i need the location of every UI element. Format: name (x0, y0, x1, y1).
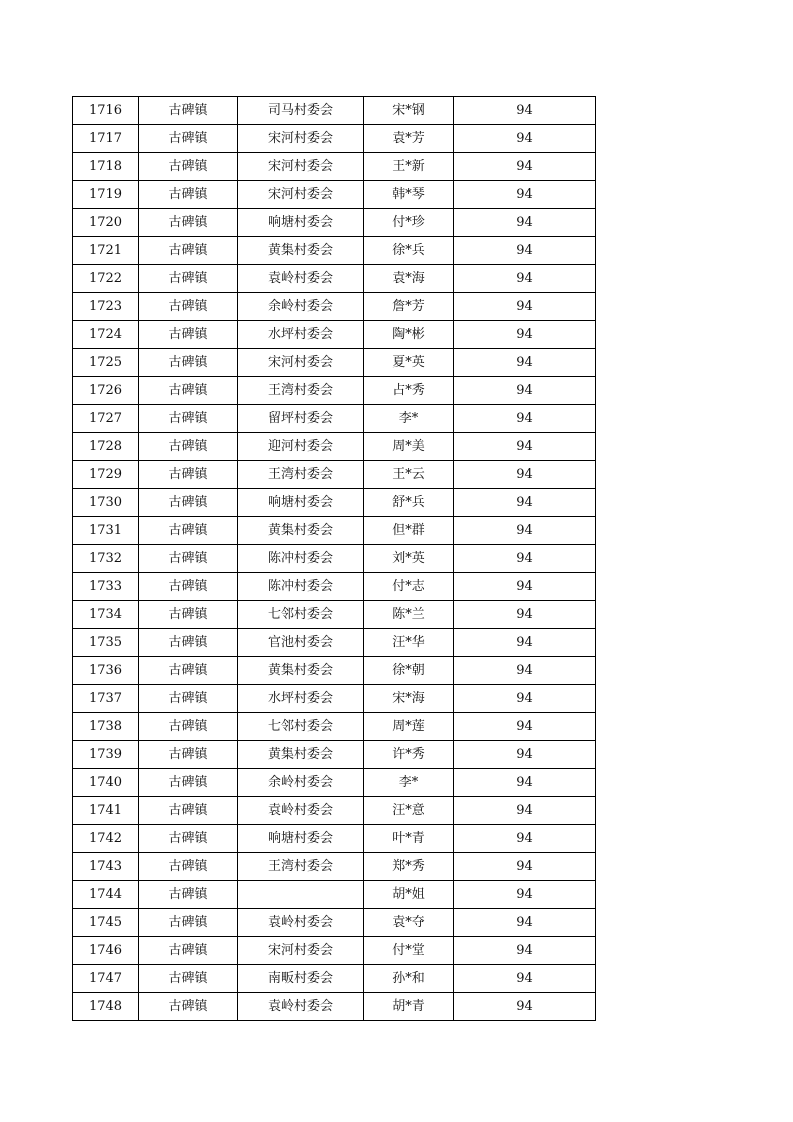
table-row (73, 769, 596, 797)
village-committee-cell: 王湾村委会 (238, 461, 364, 489)
score-cell: 94 (454, 181, 596, 209)
row-number-cell: 1721 (73, 237, 139, 265)
town-cell: 古碑镇 (139, 741, 238, 769)
village-committee-cell: 迎河村委会 (238, 433, 364, 461)
score-cell: 94 (454, 237, 596, 265)
score-cell: 94 (454, 601, 596, 629)
table-row (73, 741, 596, 769)
name-cell: 孙*和 (364, 965, 454, 993)
village-committee-cell: 南畈村委会 (238, 965, 364, 993)
town-cell: 古碑镇 (139, 937, 238, 965)
table-row (73, 993, 596, 1021)
table-row (73, 489, 596, 517)
name-cell: 徐*兵 (364, 237, 454, 265)
table-row (73, 125, 596, 153)
row-number-cell: 1739 (73, 741, 139, 769)
town-cell: 古碑镇 (139, 573, 238, 601)
village-committee-cell: 留坪村委会 (238, 405, 364, 433)
name-cell: 胡*青 (364, 993, 454, 1021)
row-number-cell: 1717 (73, 125, 139, 153)
village-committee-cell: 响塘村委会 (238, 209, 364, 237)
row-number-cell: 1727 (73, 405, 139, 433)
table-row (73, 657, 596, 685)
row-number-cell: 1720 (73, 209, 139, 237)
name-cell: 叶*青 (364, 825, 454, 853)
row-number-cell: 1747 (73, 965, 139, 993)
score-cell: 94 (454, 909, 596, 937)
town-cell: 古碑镇 (139, 265, 238, 293)
village-committee-cell: 官池村委会 (238, 629, 364, 657)
name-cell: 袁*海 (364, 265, 454, 293)
data-table (72, 96, 596, 1021)
name-cell: 郑*秀 (364, 853, 454, 881)
score-cell: 94 (454, 209, 596, 237)
score-cell: 94 (454, 797, 596, 825)
town-cell: 古碑镇 (139, 993, 238, 1021)
village-committee-cell: 响塘村委会 (238, 489, 364, 517)
village-committee-cell: 宋河村委会 (238, 181, 364, 209)
town-cell: 古碑镇 (139, 349, 238, 377)
score-cell: 94 (454, 685, 596, 713)
name-cell: 袁*夺 (364, 909, 454, 937)
table-row (73, 461, 596, 489)
village-committee-cell: 宋河村委会 (238, 153, 364, 181)
name-cell: 詹*芳 (364, 293, 454, 321)
row-number-cell: 1729 (73, 461, 139, 489)
town-cell: 古碑镇 (139, 797, 238, 825)
score-cell: 94 (454, 97, 596, 125)
row-number-cell: 1718 (73, 153, 139, 181)
score-cell: 94 (454, 461, 596, 489)
name-cell: 刘*英 (364, 545, 454, 573)
row-number-cell: 1748 (73, 993, 139, 1021)
village-committee-cell: 水坪村委会 (238, 685, 364, 713)
name-cell: 周*美 (364, 433, 454, 461)
town-cell: 古碑镇 (139, 601, 238, 629)
row-number-cell: 1742 (73, 825, 139, 853)
score-cell: 94 (454, 433, 596, 461)
row-number-cell: 1740 (73, 769, 139, 797)
village-committee-cell: 袁岭村委会 (238, 909, 364, 937)
town-cell: 古碑镇 (139, 769, 238, 797)
village-committee-cell: 宋河村委会 (238, 937, 364, 965)
name-cell: 汪*意 (364, 797, 454, 825)
village-committee-cell: 袁岭村委会 (238, 993, 364, 1021)
name-cell: 韩*琴 (364, 181, 454, 209)
name-cell: 付*珍 (364, 209, 454, 237)
row-number-cell: 1723 (73, 293, 139, 321)
row-number-cell: 1738 (73, 713, 139, 741)
village-committee-cell: 王湾村委会 (238, 377, 364, 405)
village-committee-cell: 黄集村委会 (238, 741, 364, 769)
town-cell: 古碑镇 (139, 685, 238, 713)
row-number-cell: 1734 (73, 601, 139, 629)
row-number-cell: 1724 (73, 321, 139, 349)
table-row (73, 853, 596, 881)
score-cell: 94 (454, 517, 596, 545)
village-committee-cell: 七邻村委会 (238, 601, 364, 629)
table-row (73, 713, 596, 741)
score-cell: 94 (454, 377, 596, 405)
table-row (73, 937, 596, 965)
name-cell: 但*群 (364, 517, 454, 545)
village-committee-cell: 水坪村委会 (238, 321, 364, 349)
score-cell: 94 (454, 965, 596, 993)
score-cell: 94 (454, 349, 596, 377)
town-cell: 古碑镇 (139, 825, 238, 853)
table-row (73, 153, 596, 181)
town-cell: 古碑镇 (139, 377, 238, 405)
village-committee-cell: 袁岭村委会 (238, 265, 364, 293)
village-committee-cell: 陈冲村委会 (238, 573, 364, 601)
name-cell: 占*秀 (364, 377, 454, 405)
village-committee-cell: 黄集村委会 (238, 517, 364, 545)
score-cell: 94 (454, 629, 596, 657)
row-number-cell: 1722 (73, 265, 139, 293)
row-number-cell: 1726 (73, 377, 139, 405)
table-row (73, 545, 596, 573)
town-cell: 古碑镇 (139, 629, 238, 657)
row-number-cell: 1743 (73, 853, 139, 881)
village-committee-cell (238, 881, 364, 909)
row-number-cell: 1735 (73, 629, 139, 657)
table-row (73, 433, 596, 461)
name-cell: 舒*兵 (364, 489, 454, 517)
table-row (73, 909, 596, 937)
town-cell: 古碑镇 (139, 489, 238, 517)
town-cell: 古碑镇 (139, 209, 238, 237)
score-cell: 94 (454, 881, 596, 909)
table-row (73, 825, 596, 853)
town-cell: 古碑镇 (139, 517, 238, 545)
village-committee-cell: 余岭村委会 (238, 769, 364, 797)
table-row (73, 181, 596, 209)
score-cell: 94 (454, 657, 596, 685)
score-cell: 94 (454, 153, 596, 181)
name-cell: 胡*姐 (364, 881, 454, 909)
village-committee-cell: 黄集村委会 (238, 657, 364, 685)
table-row (73, 237, 596, 265)
town-cell: 古碑镇 (139, 125, 238, 153)
row-number-cell: 1741 (73, 797, 139, 825)
town-cell: 古碑镇 (139, 237, 238, 265)
score-cell: 94 (454, 993, 596, 1021)
score-cell: 94 (454, 937, 596, 965)
table-row (73, 321, 596, 349)
score-cell: 94 (454, 293, 596, 321)
score-cell: 94 (454, 545, 596, 573)
town-cell: 古碑镇 (139, 909, 238, 937)
village-committee-cell: 王湾村委会 (238, 853, 364, 881)
row-number-cell: 1745 (73, 909, 139, 937)
row-number-cell: 1737 (73, 685, 139, 713)
row-number-cell: 1746 (73, 937, 139, 965)
town-cell: 古碑镇 (139, 881, 238, 909)
table-row (73, 685, 596, 713)
village-committee-cell: 司马村委会 (238, 97, 364, 125)
score-cell: 94 (454, 741, 596, 769)
village-committee-cell: 宋河村委会 (238, 349, 364, 377)
name-cell: 李* (364, 769, 454, 797)
village-committee-cell: 余岭村委会 (238, 293, 364, 321)
village-committee-cell: 黄集村委会 (238, 237, 364, 265)
row-number-cell: 1733 (73, 573, 139, 601)
score-cell: 94 (454, 489, 596, 517)
town-cell: 古碑镇 (139, 405, 238, 433)
row-number-cell: 1732 (73, 545, 139, 573)
table-row (73, 517, 596, 545)
table-row (73, 573, 596, 601)
row-number-cell: 1719 (73, 181, 139, 209)
village-committee-cell: 陈冲村委会 (238, 545, 364, 573)
name-cell: 王*新 (364, 153, 454, 181)
table-row (73, 349, 596, 377)
town-cell: 古碑镇 (139, 657, 238, 685)
table-row (73, 881, 596, 909)
row-number-cell: 1744 (73, 881, 139, 909)
row-number-cell: 1731 (73, 517, 139, 545)
row-number-cell: 1725 (73, 349, 139, 377)
name-cell: 袁*芳 (364, 125, 454, 153)
town-cell: 古碑镇 (139, 321, 238, 349)
table-row (73, 293, 596, 321)
town-cell: 古碑镇 (139, 97, 238, 125)
score-cell: 94 (454, 573, 596, 601)
town-cell: 古碑镇 (139, 181, 238, 209)
town-cell: 古碑镇 (139, 461, 238, 489)
row-number-cell: 1716 (73, 97, 139, 125)
score-cell: 94 (454, 321, 596, 349)
table-row (73, 209, 596, 237)
name-cell: 王*云 (364, 461, 454, 489)
row-number-cell: 1728 (73, 433, 139, 461)
name-cell: 陈*兰 (364, 601, 454, 629)
name-cell: 许*秀 (364, 741, 454, 769)
table-row (73, 265, 596, 293)
name-cell: 李* (364, 405, 454, 433)
name-cell: 陶*彬 (364, 321, 454, 349)
table-row (73, 629, 596, 657)
score-cell: 94 (454, 265, 596, 293)
table-row (73, 965, 596, 993)
village-committee-cell: 响塘村委会 (238, 825, 364, 853)
village-committee-cell: 宋河村委会 (238, 125, 364, 153)
name-cell: 付*堂 (364, 937, 454, 965)
town-cell: 古碑镇 (139, 153, 238, 181)
name-cell: 汪*华 (364, 629, 454, 657)
name-cell: 付*志 (364, 573, 454, 601)
row-number-cell: 1736 (73, 657, 139, 685)
table-body (73, 97, 596, 1021)
town-cell: 古碑镇 (139, 545, 238, 573)
town-cell: 古碑镇 (139, 853, 238, 881)
score-cell: 94 (454, 125, 596, 153)
score-cell: 94 (454, 713, 596, 741)
town-cell: 古碑镇 (139, 433, 238, 461)
name-cell: 宋*钢 (364, 97, 454, 125)
score-cell: 94 (454, 853, 596, 881)
town-cell: 古碑镇 (139, 713, 238, 741)
row-number-cell: 1730 (73, 489, 139, 517)
name-cell: 周*莲 (364, 713, 454, 741)
table-row (73, 377, 596, 405)
table-row (73, 797, 596, 825)
name-cell: 夏*英 (364, 349, 454, 377)
table-row (73, 97, 596, 125)
name-cell: 徐*朝 (364, 657, 454, 685)
score-cell: 94 (454, 825, 596, 853)
table-row (73, 405, 596, 433)
table-row (73, 601, 596, 629)
score-cell: 94 (454, 405, 596, 433)
score-cell: 94 (454, 769, 596, 797)
name-cell: 宋*海 (364, 685, 454, 713)
village-committee-cell: 七邻村委会 (238, 713, 364, 741)
town-cell: 古碑镇 (139, 293, 238, 321)
village-committee-cell: 袁岭村委会 (238, 797, 364, 825)
town-cell: 古碑镇 (139, 965, 238, 993)
